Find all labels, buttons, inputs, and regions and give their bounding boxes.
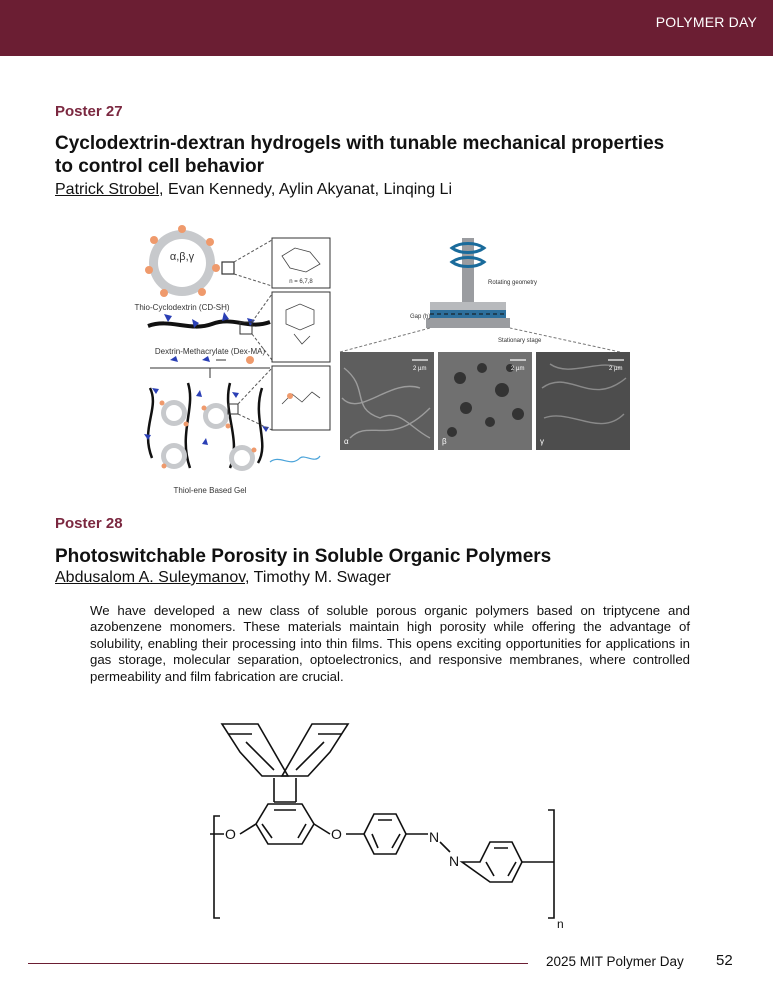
rotating-label: Rotating geometry [488,280,538,286]
poster-27-coauthors: , Evan Kennedy, Aylin Akyanat, Linqing Li [159,181,452,198]
scale-alpha: 2 µm [413,366,427,372]
repeat-n: n [557,917,564,931]
triptycene-unit [210,724,554,918]
poster-28-title: Photoswitchable Porosity in Soluble Organic Polymers [55,546,552,567]
footer-text: 2025 MIT Polymer Day [546,954,684,969]
ring-label: α,β,γ [169,251,195,263]
header-bar [0,0,773,56]
cd-structure-box [234,238,330,288]
sem-panel-gamma [536,352,630,450]
poster-27-authors [55,181,452,199]
panel-gamma-label: γ [540,437,544,446]
thiol-reaction [150,356,270,378]
panel-alpha-label: α [344,437,349,446]
oxygen-2: O [331,826,342,842]
sem-panel-alpha [340,352,434,450]
sem-panel-beta [438,352,532,450]
poster-28-coauthors: , Timothy M. Swager [245,569,391,586]
gel-label: Thiol-ene Based Gel [173,486,247,495]
n-label: n = 6,7,8 [289,279,313,285]
dexma-chain [148,312,270,334]
panel-beta-label: β [442,437,447,446]
poster-28-presenter: Abdusalom A. Suleymanov [55,569,246,586]
oxygen-1: O [225,826,236,842]
polymer-structure [200,712,570,934]
scale-gamma: 2 µm [609,366,623,372]
gap-label: Gap (h) [410,314,431,320]
poster-28-authors [55,569,391,587]
poster-27-title-line1: Cyclodextrin-dextran hydrogels with tunable mechanical properties [55,133,665,154]
hydrogel-figure [130,218,648,500]
cd-label: Thio-Cyclodextrin (CD-SH) [134,303,230,312]
scale-beta: 2 µm [511,366,525,372]
footer-rule [28,963,528,964]
poster-27-label: Poster 27 [55,103,123,120]
header-title: POLYMER DAY [655,14,757,30]
poster-27-title-line2: to control cell behavior [55,156,265,177]
dexma-label: Dextrin-Methacrylate (Dex-MA) [154,347,266,356]
poster-27-presenter: Patrick Strobel [55,181,160,198]
gel-structure-box [238,366,330,430]
nitrogen-1: N [429,829,440,845]
cyclodextrin-ring [145,225,234,297]
page-number: 52 [716,952,733,969]
poster-28-abstract: We have developed a new class of soluble porous organic polymers based on triptycene and azobenzene monomers. These materials maintain high porosity while offering the advantage of solubility, enabling their processing into thin films. This opens exciting opportunities for applications in gas storage, molecular separation, optoelectronics, and responsive membranes, where controlled permeability and film fabrication are crucial. [90,603,690,684]
stage-label: Stationary stage [498,338,542,344]
rheometer [340,238,620,352]
poster-28-label: Poster 28 [55,515,123,532]
nitrogen-2: N [449,853,460,869]
